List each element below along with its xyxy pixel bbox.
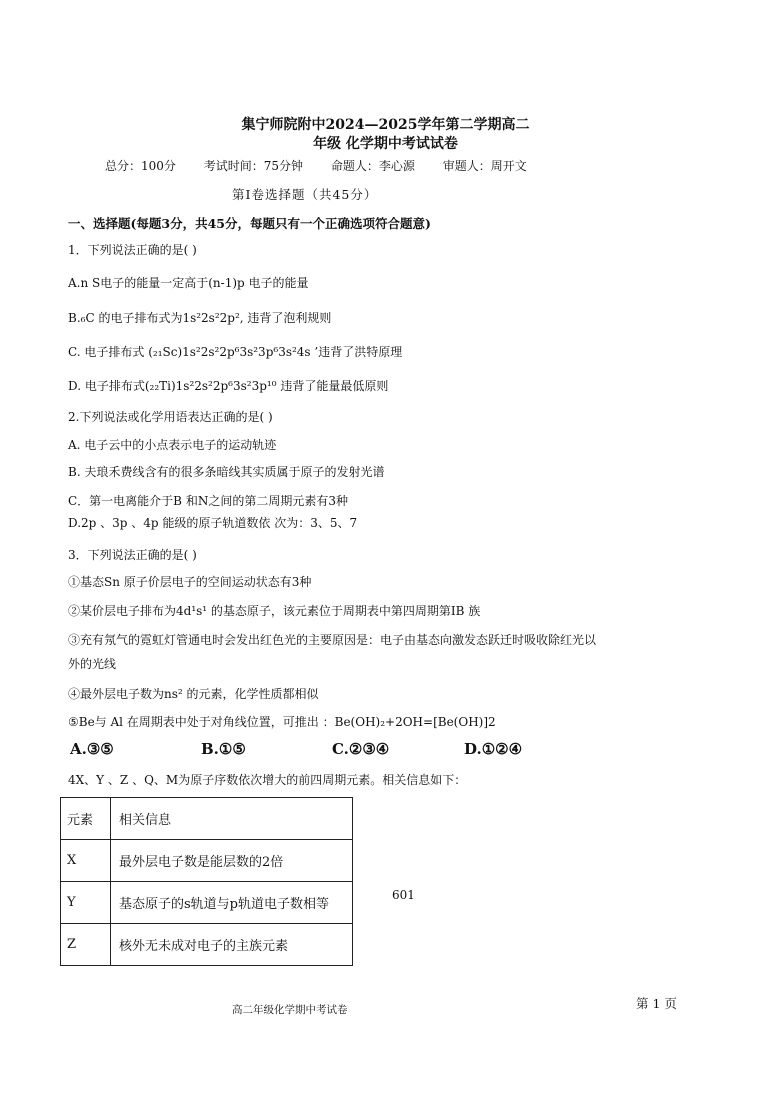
exam-title-line1: 集宁师院附中2024—2025学年第二学期高二 — [241, 117, 530, 133]
q1-option-b: B.₆C 的电子排布式为1s²2s²2p², 违背了泡利规则 — [68, 311, 332, 325]
section-title: 第Ⅰ卷选择题（共45分） — [232, 187, 378, 202]
q4-stem: 4X、Y 、Z 、Q、M为原子序数依次增大的前四周期元素。相关信息如下： — [68, 773, 467, 787]
q1-stem: 1．下列说法正确的是( ) — [68, 243, 197, 257]
table-cell-element: X — [61, 840, 111, 882]
table-cell-info: 最外层电子数是能层数的2倍 — [111, 840, 353, 882]
q3-choice-d: D.①②④ — [464, 740, 523, 758]
table-header-element: 元素 — [61, 798, 111, 840]
q3-item-2: ②某价层电子排布为4d¹s¹ 的基态原子，该元素位于周期表中第四周期第IB 族 — [68, 604, 481, 618]
q3-item-1: ①基态Sn 原子价层电子的空间运动状态有3种 — [68, 575, 312, 589]
table-row — [61, 882, 353, 924]
q2-option-c: C．第一电离能介于B 和N之间的第二周期元素有3种 — [68, 494, 348, 508]
footer-title: 高二年级化学期中考试卷 — [232, 1004, 348, 1016]
q3-item-3-cont: 外的光线 — [68, 657, 117, 671]
q1-option-c: C. 电子排布式 (₂₁Sc)1s²2s²2p⁶3s²3p⁶3s²4s ’违背了洪特原理 — [68, 345, 403, 359]
q3-stem: 3．下列说法正确的是( ) — [68, 548, 197, 562]
reviewer: 审题人：周开文 — [442, 159, 527, 173]
q3-choice-a: A.③⑤ — [70, 740, 114, 758]
table-cell-element: Z — [61, 924, 111, 966]
question-author: 命题人：李心源 — [330, 159, 415, 173]
margin-number: 601 — [392, 888, 415, 902]
table-cell-info: 基态原子的s轨道与p轨道电子数相等 — [111, 882, 353, 924]
q2-option-a: A. 电子云中的小点表示电子的运动轨迹 — [68, 438, 277, 452]
exam-time: 考试时间：75分钟 — [203, 159, 304, 173]
exam-title-line2: 年级 化学期中考试试卷 — [313, 136, 458, 152]
table-header-info: 相关信息 — [111, 798, 353, 840]
q3-choice-c: C.②③④ — [332, 740, 390, 758]
q2-stem: 2.下列说法或化学用语表达正确的是( ) — [68, 410, 273, 424]
page-number: 第 1 页 — [636, 996, 677, 1011]
part-header: 一、选择题(每题3分，共45分，每题只有一个正确选项符合题意) — [68, 216, 431, 231]
q1-option-a: A.n S电子的能量一定高于(n-1)p 电子的能量 — [68, 276, 309, 290]
q3-item-5: ⑤Be与 Al 在周期表中处于对角线位置，可推出 ：Be(OH)₂+2OH=[Be(OH)]2 — [68, 715, 496, 729]
table-row — [61, 840, 353, 882]
q3-item-4: ④最外层电子数为ns² 的元素，化学性质都相似 — [68, 687, 319, 701]
table-row — [61, 924, 353, 966]
table-cell-element: Y — [61, 882, 111, 924]
table-cell-info: 核外无未成对电子的主族元素 — [111, 924, 353, 966]
q2-option-d: D.2p 、3p 、4p 能级的原子轨道数依 次为：3、5、7 — [68, 516, 358, 530]
q2-option-b: B. 夫琅禾费线含有的很多条暗线其实质属于原子的发射光谱 — [68, 465, 385, 479]
element-info-table — [60, 797, 353, 966]
exam-info — [105, 157, 547, 174]
total-score: 总分：100分 — [105, 159, 176, 173]
q3-item-3: ③充有氖气的霓虹灯管通电时会发出红色光的主要原因是：电子由基态向激发态跃迁时吸收除红光以 — [68, 633, 597, 647]
q1-option-d: D. 电子排布式(₂₂Ti)1s²2s²2p⁶3s²3p¹⁰ 违背了能量最低原则 — [68, 379, 389, 393]
table-header-row — [61, 798, 353, 840]
q3-choice-b: B.①⑤ — [201, 740, 246, 758]
